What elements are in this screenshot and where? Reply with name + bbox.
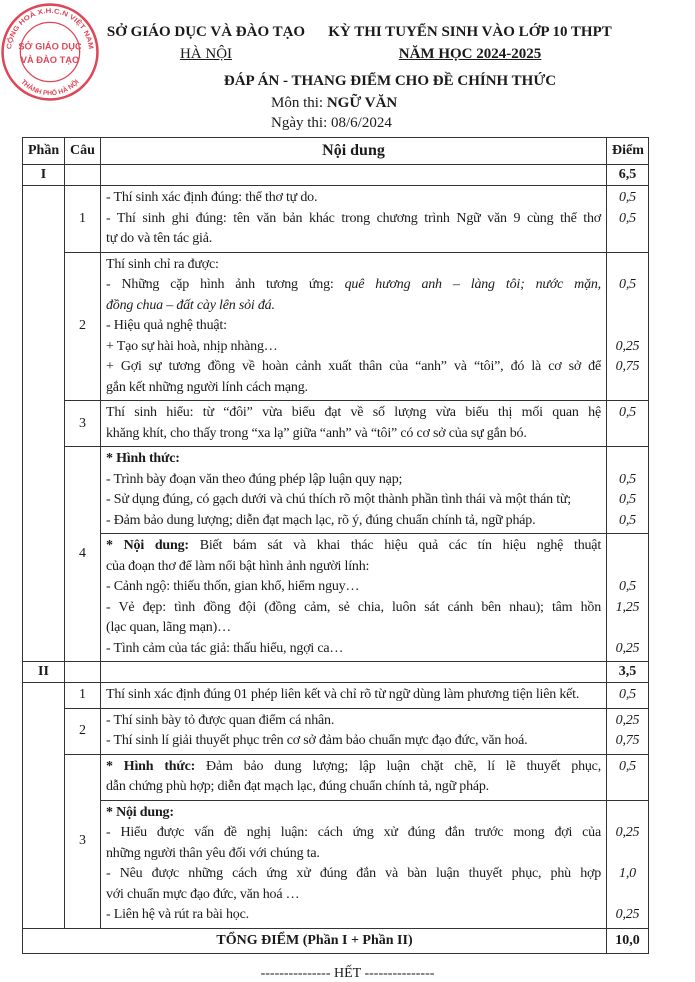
answer-scores <box>607 800 649 928</box>
answer-line <box>106 777 601 798</box>
answer-line <box>106 803 601 824</box>
part-content-empty <box>101 165 607 186</box>
line-score: 0,25 <box>615 338 640 354</box>
answer-content <box>101 683 607 709</box>
stamp-text-1: SỞ GIÁO DỤC <box>18 41 82 52</box>
criterion-heading: * Nội dung: <box>106 538 189 553</box>
line-score <box>612 885 643 906</box>
org-city: HÀ NỘI <box>179 46 233 62</box>
col-header-question: Câu <box>65 138 101 165</box>
answer-text: (lạc quan, lãng mạn)… <box>106 620 231 635</box>
table-row <box>23 683 649 709</box>
table-row <box>23 754 649 800</box>
answer-text: - Thí sinh lí giải thuyết phục trên cơ sở đảm bảo chuẩn mực đạo đức, văn hoá. <box>106 733 528 748</box>
col-header-content: Nội dung <box>101 138 607 165</box>
criterion-heading: * Nội dung: <box>106 804 174 820</box>
total-label: TỔNG ĐIỂM (Phần I + Phần II) <box>23 928 607 953</box>
answer-scores <box>607 447 649 534</box>
answer-text: đồng chua – đất cày lên sỏi đá. <box>106 297 275 313</box>
answer-line <box>106 598 601 619</box>
answer-text: - Thí sinh xác định đúng: thể thơ tự do. <box>106 190 318 205</box>
part-score: 3,5 <box>607 662 649 683</box>
answer-line <box>106 490 601 511</box>
line-score: 0,5 <box>619 210 636 226</box>
line-score <box>612 229 643 250</box>
line-score <box>612 557 643 578</box>
line-score <box>612 536 643 557</box>
answer-content <box>101 800 607 928</box>
answer-content <box>101 447 607 534</box>
question-number: 1 <box>65 683 101 709</box>
answer-line <box>106 378 601 399</box>
answer-text: gắn kết những người lính cách mạng. <box>106 379 308 395</box>
answer-text: Thí sinh hiểu: từ “đôi” vừa biểu đạt về số lượng vừa biểu thị mối quan hệ <box>106 405 601 420</box>
exam-date: Ngày thi: 08/6/2024 <box>271 115 392 131</box>
svg-text:CỘNG HOÀ X.H.C.N VIỆT NAM: CỘNG HOÀ X.H.C.N VIỆT NAM <box>6 7 94 50</box>
line-score: 0,5 <box>619 471 636 487</box>
answer-line <box>106 757 601 778</box>
answer-text: + Tạo sự hài hoà, nhịp nhàng… <box>106 338 278 354</box>
subject-label: Môn thi: <box>271 95 327 111</box>
table-row <box>23 447 649 534</box>
svg-text:THÀNH PHỐ HÀ NỘI: THÀNH PHỐ HÀ NỘI <box>19 78 81 98</box>
answer-line <box>106 905 601 926</box>
answer-text: tự do và tên tác giả. <box>106 231 213 246</box>
line-score: 0,5 <box>619 492 636 507</box>
answer-table <box>22 137 649 954</box>
line-score: 0,5 <box>619 512 636 528</box>
answer-text: - Sử dụng đúng, có gạch dưới và chú thích rõ một thành phần tình thái và một thán từ; <box>106 492 571 507</box>
answer-line <box>106 403 601 424</box>
line-score <box>612 424 643 445</box>
stamp-text-2: VÀ ĐÀO TẠO <box>20 55 80 66</box>
line-score: 0,25 <box>615 640 640 656</box>
answer-text: - Cảnh ngộ: thiếu thốn, gian khổ, hiểm nguy… <box>106 579 360 594</box>
part-row <box>23 165 649 186</box>
answer-text: dẫn chứng phù hợp; diễn đạt mạch lạc, đúng chuẩn chính tả, ngữ pháp. <box>106 779 489 794</box>
line-score <box>612 255 643 276</box>
table-row <box>23 401 649 447</box>
answer-line <box>106 844 601 865</box>
part-question-empty <box>65 662 101 683</box>
line-score <box>612 618 643 639</box>
line-score <box>612 296 643 317</box>
answer-content <box>101 708 607 754</box>
line-score <box>612 378 643 399</box>
answer-line <box>106 255 601 276</box>
answer-scores <box>607 708 649 754</box>
part-span-cell <box>23 186 65 662</box>
answer-scores <box>607 754 649 800</box>
line-score: 0,25 <box>615 907 640 922</box>
line-score <box>612 777 643 798</box>
answer-line <box>106 470 601 491</box>
subject-line <box>271 95 397 112</box>
official-stamp <box>0 2 100 102</box>
question-number: 2 <box>65 252 101 401</box>
total-row <box>23 928 649 953</box>
answer-line <box>106 357 601 378</box>
answer-text: - Vẻ đẹp: tình đồng đội (đồng cảm, sẻ chia, luôn sát cánh bên nhau); tâm hồn <box>106 599 601 615</box>
part-span-cell <box>23 683 65 929</box>
answer-text: Thí sinh xác định đúng 01 phép liên kết và chỉ rõ từ ngữ dùng làm phương tiện liên kết. <box>106 687 580 702</box>
line-score: 1,0 <box>619 866 636 881</box>
answer-scores <box>607 401 649 447</box>
answer-line <box>106 864 601 885</box>
answer-text: - Trình bày đoạn văn theo đúng phép lập luận quy nạp; <box>106 471 403 487</box>
answer-line <box>106 449 601 470</box>
answer-line <box>106 337 601 358</box>
question-number: 3 <box>65 401 101 447</box>
line-score: 0,5 <box>619 277 636 292</box>
line-score <box>612 803 643 824</box>
answer-content <box>101 186 607 253</box>
exam-name: KỲ THI TUYỂN SINH VÀO LỚP 10 THPT <box>328 24 612 40</box>
answer-scores <box>607 186 649 253</box>
answer-line <box>106 296 601 317</box>
answer-text: với chuẩn mực đạo đức, văn hoá … <box>106 886 300 902</box>
answer-line <box>106 685 601 706</box>
answer-line <box>106 731 601 752</box>
line-score: 0,25 <box>615 825 640 840</box>
answer-line <box>106 536 601 557</box>
answer-text: Đảm bảo dung lượng; lập luận chặt chẽ, lí lẽ thuyết phục, <box>195 758 601 774</box>
line-score <box>612 316 643 337</box>
answer-text: - Đảm bảo dung lượng; diễn đạt mạch lạc, rõ ý, đúng chuẩn chính tả, ngữ pháp. <box>106 512 536 528</box>
col-header-score: Điểm <box>607 138 649 165</box>
answer-line <box>106 511 601 532</box>
answer-text: - Nêu được những cách ứng xử đúng đắn và bàn luận thuyết phục, phù hợp <box>106 866 601 881</box>
answer-text: - Những cặp hình ảnh tương ứng: <box>106 277 345 292</box>
answer-line <box>106 823 601 844</box>
answer-scores <box>607 534 649 662</box>
answer-text: - Thí sinh ghi đúng: tên văn bản khác trong chương trình Ngữ văn 9 cùng thể thơ <box>106 210 601 226</box>
line-score: 0,5 <box>619 758 636 774</box>
answer-line <box>106 618 601 639</box>
answer-content <box>101 252 607 401</box>
answer-line <box>106 885 601 906</box>
answer-text: - Tình cảm của tác giả: thấu hiểu, ngợi ca… <box>106 640 344 656</box>
answer-line <box>106 424 601 445</box>
answer-text: - Liên hệ và rút ra bài học. <box>106 907 249 922</box>
question-number: 3 <box>65 754 101 928</box>
answer-line <box>106 209 601 230</box>
line-score <box>612 844 643 865</box>
answer-content <box>101 401 607 447</box>
line-score: 0,5 <box>619 190 636 205</box>
question-number: 2 <box>65 708 101 754</box>
line-score: 1,25 <box>615 599 640 615</box>
answer-text: - Hiệu quả nghệ thuật: <box>106 318 227 333</box>
question-number: 4 <box>65 447 101 662</box>
part-content-empty <box>101 662 607 683</box>
question-number: 1 <box>65 186 101 253</box>
school-year: NĂM HỌC 2024-2025 <box>398 46 542 62</box>
total-score: 10,0 <box>607 928 649 953</box>
line-score: 0,5 <box>619 579 636 594</box>
line-score: 0,5 <box>619 687 636 702</box>
org-name: SỞ GIÁO DỤC VÀ ĐÀO TẠO <box>106 24 306 40</box>
criterion-heading: * Hình thức: <box>106 758 196 774</box>
answer-text: quê hương anh – làng tôi; nước mặn, <box>344 277 601 292</box>
answer-text: khăng khít, cho thấy trong “xa lạ” giữa “anh” và “tôi” có cơ sở của sự gắn bó. <box>106 425 527 441</box>
answer-text: - Hiểu được vấn đề nghị luận: cách ứng xử đúng đắn trước mong đợi của <box>106 825 601 840</box>
table-header-row <box>23 138 649 165</box>
line-score <box>612 449 643 470</box>
line-score: 0,75 <box>615 359 640 374</box>
answer-line <box>106 639 601 660</box>
answer-line <box>106 577 601 598</box>
answer-line <box>106 557 601 578</box>
table-row <box>23 186 649 253</box>
answer-line <box>106 188 601 209</box>
answer-line <box>106 229 601 250</box>
document-title: ĐÁP ÁN - THANG ĐIỂM CHO ĐỀ CHÍNH THỨC <box>223 73 557 89</box>
answer-line <box>106 316 601 337</box>
answer-line <box>106 275 601 296</box>
col-header-part: Phần <box>23 138 65 165</box>
answer-text: + Gợi sự tương đồng về hoàn cảnh xuất thân của “anh” và “tôi”, đó là cơ sở để <box>106 359 601 374</box>
part-row <box>23 662 649 683</box>
criterion-heading: * Hình thức: <box>106 451 180 466</box>
answer-text: - Thí sinh bày tỏ được quan điểm cá nhân. <box>106 712 335 728</box>
answer-text: Biết bám sát và khai thác hiệu quả các tín hiệu nghệ thuật <box>188 538 602 553</box>
table-row <box>23 708 649 754</box>
answer-scores <box>607 252 649 401</box>
part-score: 6,5 <box>607 165 649 186</box>
answer-content <box>101 754 607 800</box>
answer-scores <box>607 683 649 709</box>
part-question-empty <box>65 165 101 186</box>
answer-text: những người thân yêu đối với chúng ta. <box>106 845 320 861</box>
line-score: 0,25 <box>615 712 640 728</box>
answer-content <box>101 534 607 662</box>
line-score: 0,5 <box>619 405 636 420</box>
table-row <box>23 534 649 662</box>
table-row <box>23 252 649 401</box>
part-label: II <box>23 662 65 683</box>
subject-value: NGỮ VĂN <box>326 95 398 111</box>
answer-line <box>106 711 601 732</box>
table-row <box>23 800 649 928</box>
answer-text: của đoạn thơ để làm nổi bật hình ảnh người lính: <box>106 558 370 574</box>
line-score: 0,75 <box>615 733 640 748</box>
answer-text: Thí sinh chỉ ra được: <box>106 256 219 272</box>
end-marker: --------------- HẾT --------------- <box>260 966 435 981</box>
part-label: I <box>23 165 65 186</box>
